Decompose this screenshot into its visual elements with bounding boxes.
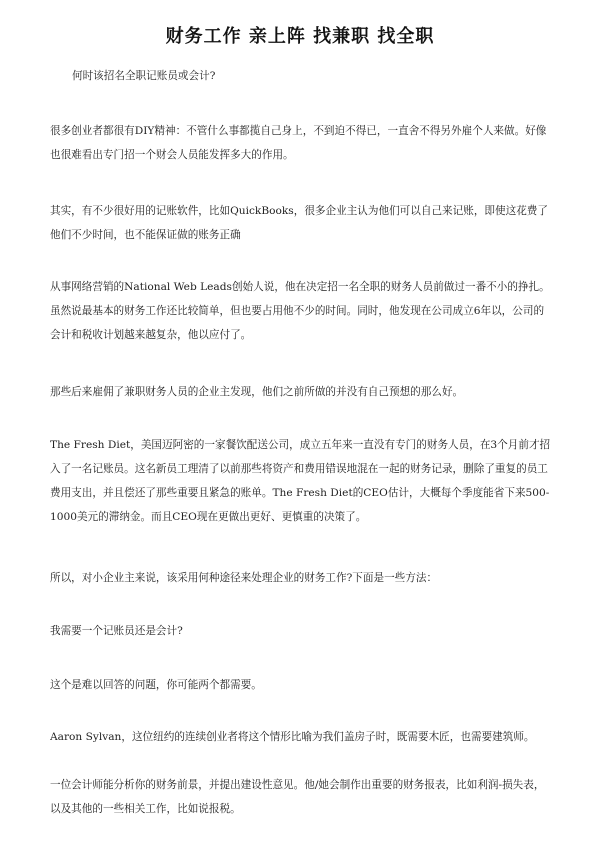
paragraph-line: 所以，对小企业主来说，该采用何种途径来处理企业的财务工作?下面是一些方法： bbox=[50, 572, 438, 584]
paragraph-line: 那些后来雇佣了兼职财务人员的企业主发现，他们之前所做的并没有自己预想的那么好。 bbox=[50, 386, 464, 398]
paragraph-5 bbox=[50, 433, 555, 529]
paragraph-8 bbox=[50, 673, 555, 697]
paragraph-line: 从事网络营销的National Web Leads创始人说，他在决定招一名全职的财务人员前做过一番不小的挣扎。 bbox=[50, 281, 550, 293]
paragraph-line: 一位会计师能分析你的财务前景，并提出建设性意见。他/她会制作出重要的财务报表，比如利润-损失表， bbox=[50, 779, 545, 791]
paragraph-line: 1000美元的滞纳金。而且CEO现在更做出更好、更慎重的决策了。 bbox=[50, 511, 367, 523]
paragraph-line: 我需要一个记账员还是会计? bbox=[50, 625, 183, 637]
question-line: 何时该招名全职记账员或会计? bbox=[72, 70, 216, 82]
paragraph-line: 会计和税收计划越来越复杂，他以应付了。 bbox=[50, 329, 252, 341]
paragraph-line: Aaron Sylvan，这位纽约的连续创业者将这个情形比喻为我们盖房子时，既需要木匠，也需要建筑师。 bbox=[50, 731, 535, 743]
paragraph-line: 也很难看出专门招一个财会人员能发挥多大的作用。 bbox=[50, 149, 294, 161]
paragraph-3 bbox=[50, 275, 555, 347]
paragraph-2 bbox=[50, 199, 555, 247]
paragraph-7 bbox=[50, 619, 555, 643]
paragraph-line: 其实，有不少很好用的记账软件，比如QuickBooks，很多企业主认为他们可以自己来记账，即使这花费了 bbox=[50, 205, 548, 217]
paragraph-line: 费用支出，并且偿还了那些重要且紧急的账单。The Fresh Diet的CEO估计，大概每个季度能省下来500- bbox=[50, 487, 550, 499]
page-title: 财务工作 亲上阵 找兼职 找全职 bbox=[165, 26, 435, 47]
paragraph-4 bbox=[50, 380, 555, 404]
paragraph-6 bbox=[50, 566, 555, 590]
question-paragraph bbox=[72, 64, 577, 88]
paragraph-10 bbox=[50, 773, 555, 821]
paragraph-line: 他们不少时间，也不能保证做的账务正确 bbox=[50, 229, 241, 241]
paragraph-line: The Fresh Diet，美国迈阿密的一家餐饮配送公司，成立五年来一直没有专门的财务人员，在3个月前才招 bbox=[50, 439, 551, 451]
paragraph-line: 虽然说最基本的财务工作还比较简单，但也要占用他不少的时间。同时，他发现在公司成立6年以，公司的 bbox=[50, 305, 545, 317]
paragraph-1 bbox=[50, 119, 555, 167]
paragraph-line: 入了一名记账员。这名新员工理清了以前那些将资产和费用错误地混在一起的财务记录，删除了重复的员工 bbox=[50, 463, 548, 475]
paragraph-line: 很多创业者都很有DIY精神：不管什么事都揽自己身上，不到迫不得已，一直舍不得另外雇个人来做。好像 bbox=[50, 125, 547, 137]
paragraph-line: 这个是难以回答的问题，你可能两个都需要。 bbox=[50, 679, 262, 691]
paragraph-line: 以及其他的一些相关工作，比如说报税。 bbox=[50, 803, 241, 815]
paragraph-9 bbox=[50, 725, 555, 749]
